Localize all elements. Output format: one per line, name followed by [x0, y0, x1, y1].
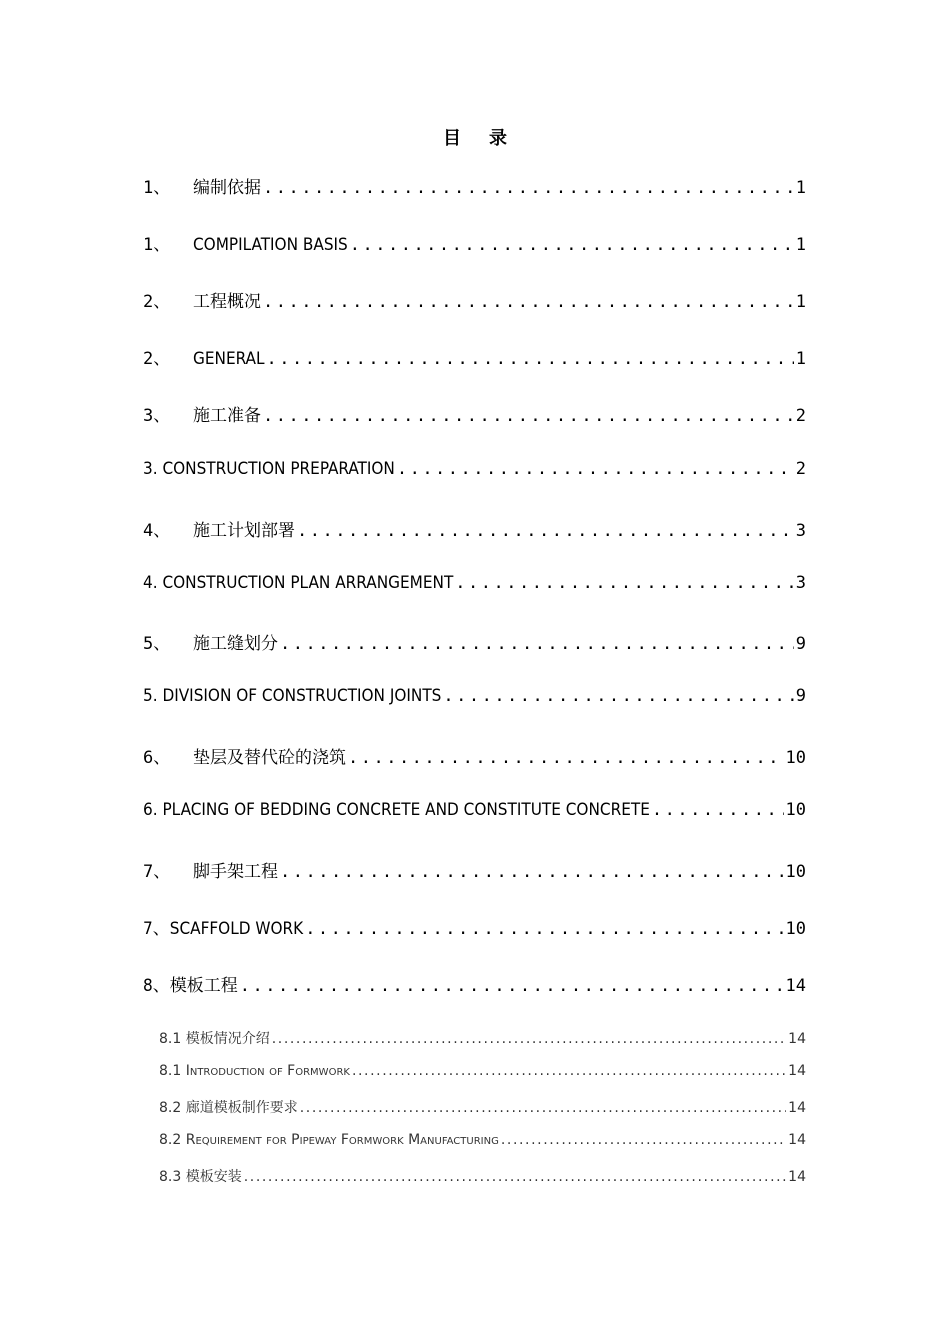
toc-subentry-page: 14: [788, 1031, 806, 1047]
toc-entry[interactable]: [143, 743, 806, 768]
toc-leader-dots: [348, 748, 784, 768]
toc-subentry[interactable]: [159, 1028, 806, 1048]
toc-entry-page: 10: [785, 862, 806, 882]
toc-subentry-page: 14: [788, 1063, 806, 1079]
toc-leader-dots: [352, 1063, 786, 1079]
toc-entry[interactable]: [143, 230, 806, 255]
toc-entry[interactable]: [143, 516, 806, 541]
toc-entry-number: 1、: [143, 235, 171, 255]
toc-leader-dots: [267, 349, 794, 369]
toc-entry-number: 2、: [143, 292, 171, 312]
toc-entry-page: 14: [785, 976, 806, 996]
toc-entry-page: 1: [795, 235, 806, 255]
toc-entry-text: 8、模板工程: [143, 976, 238, 996]
toc-entry-number: 4、: [143, 521, 171, 541]
toc-entry-page: 10: [785, 800, 806, 820]
toc-leader-dots: [272, 1031, 786, 1047]
toc-subentry-text: 8.1 模板情况介绍: [159, 1031, 270, 1047]
toc-entry-text: 施工计划部署: [193, 521, 295, 541]
toc-subentry-text: 8.2 廊道模板制作要求: [159, 1100, 298, 1116]
toc-leader-dots: [501, 1132, 786, 1148]
toc-leader-dots: [244, 1169, 786, 1185]
toc-leader-dots: [652, 800, 784, 820]
toc-leader-dots: [443, 686, 793, 706]
toc-entry-page: 10: [785, 919, 806, 939]
toc-entry-text: GENERAL: [193, 349, 265, 369]
toc-entry-text: 5. DIVISION OF CONSTRUCTION JOINTS: [143, 686, 442, 706]
toc-entry-number: 1、: [143, 178, 171, 198]
toc-entry-page: 10: [785, 748, 806, 768]
toc-entry-text: 编制依据: [193, 178, 261, 198]
toc-entry-page: 1: [795, 349, 806, 369]
toc-subentry[interactable]: [159, 1132, 806, 1148]
toc-subentry[interactable]: [159, 1097, 806, 1117]
toc-entry-text: 施工准备: [193, 406, 261, 426]
toc-entry[interactable]: [143, 857, 806, 882]
toc-title: 目录: [443, 128, 535, 149]
toc-entry[interactable]: [143, 971, 806, 996]
toc-entry-page: 9: [795, 634, 806, 654]
toc-entry-number: 7、: [143, 862, 171, 882]
toc-entry-page: 3: [795, 521, 806, 541]
toc-leader-dots: [280, 634, 794, 654]
toc-entry-page: 3: [795, 573, 806, 593]
toc-entry[interactable]: [143, 629, 806, 654]
toc-leader-dots: [263, 178, 794, 198]
toc-entry[interactable]: [143, 573, 806, 593]
toc-entry-page: 1: [795, 292, 806, 312]
toc-entry[interactable]: [143, 287, 806, 312]
toc-leader-dots: [280, 862, 784, 882]
toc-subentry-text: 8.3 模板安装: [159, 1169, 242, 1185]
toc-entry-text: 脚手架工程: [193, 862, 278, 882]
toc-entry-number: 2、: [143, 349, 171, 369]
toc-entry-page: 2: [795, 459, 806, 479]
toc-subentry-page: 14: [788, 1169, 806, 1185]
toc-leader-dots: [350, 235, 794, 255]
toc-leader-dots: [305, 919, 783, 939]
toc-leader-dots: [297, 521, 794, 541]
toc-entry-page: 9: [795, 686, 806, 706]
toc-entry-text: 7、SCAFFOLD WORK: [143, 919, 304, 939]
toc-entry[interactable]: [143, 344, 806, 369]
toc-entry-page: 2: [795, 406, 806, 426]
toc-entry[interactable]: [143, 401, 806, 426]
toc-leader-dots: [263, 406, 794, 426]
toc-entry-text: 工程概况: [193, 292, 261, 312]
toc-entry[interactable]: [143, 686, 806, 706]
toc-leader-dots: [397, 459, 794, 479]
toc-entry-number: 3、: [143, 406, 171, 426]
toc-entry[interactable]: [143, 914, 806, 939]
toc-entry[interactable]: [143, 800, 806, 820]
toc-leader-dots: [300, 1100, 786, 1116]
toc-leader-dots: [240, 976, 784, 996]
toc-subentry-text: 8.1 Introduction of Formwork: [159, 1063, 350, 1079]
toc-leader-dots: [263, 292, 794, 312]
toc-subentry[interactable]: [159, 1063, 806, 1079]
toc-entry-page: 1: [795, 178, 806, 198]
toc-subentry-page: 14: [788, 1132, 806, 1148]
toc-subentry-page: 14: [788, 1100, 806, 1116]
toc-leader-dots: [455, 573, 793, 593]
toc-entry[interactable]: [143, 173, 806, 198]
toc-subentry-text: 8.2 Requirement for Pipeway Formwork Manufacturing: [159, 1132, 499, 1148]
toc-entry-text: 施工缝划分: [193, 634, 278, 654]
toc-entry[interactable]: [143, 459, 806, 479]
toc-subentry[interactable]: [159, 1166, 806, 1186]
toc-entry-text: 垫层及替代砼的浇筑: [193, 748, 346, 768]
toc-entry-text: 3. CONSTRUCTION PREPARATION: [143, 459, 395, 479]
toc-entry-text: 6. PLACING OF BEDDING CONCRETE AND CONSTITUTE CONCRETE: [143, 800, 650, 820]
toc-entry-number: 5、: [143, 634, 171, 654]
toc-entry-number: 6、: [143, 748, 171, 768]
toc-entry-text: COMPILATION BASIS: [193, 235, 348, 255]
toc-entry-text: 4. CONSTRUCTION PLAN ARRANGEMENT: [143, 573, 454, 593]
